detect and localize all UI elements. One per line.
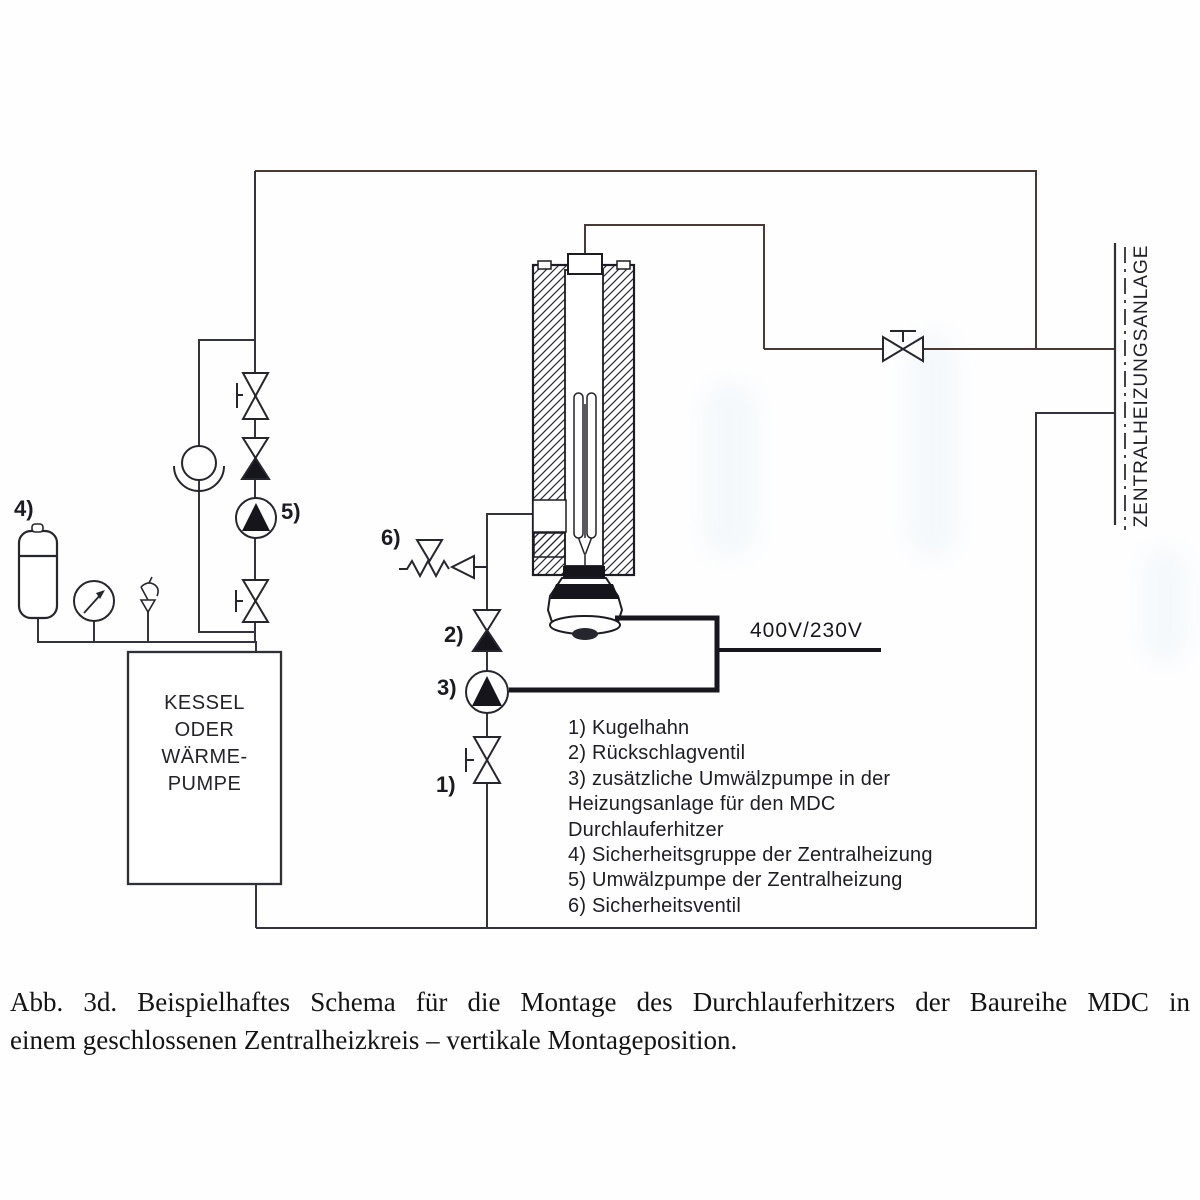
zentralheizungsanlage-label: ZENTRALHEIZUNGSANLAGE	[1131, 244, 1152, 528]
legend-line: 1) Kugelhahn	[568, 717, 690, 739]
heater-top-flange	[538, 261, 551, 269]
kessel-line: KESSEL	[164, 692, 245, 714]
label-5: 5)	[281, 499, 301, 524]
legend-line: 2) Rückschlagventil	[568, 742, 746, 765]
pump-5	[236, 498, 276, 538]
check-valve-2	[473, 610, 501, 651]
expansion-vessel	[19, 524, 57, 618]
label-6: 6)	[381, 525, 401, 550]
kessel-line: ODER	[174, 719, 235, 741]
voltage-label: 400V/230V	[750, 619, 863, 642]
shutoff-valve-bottom-left	[236, 580, 268, 622]
label-2: 2)	[444, 622, 464, 647]
kessel-line: PUMPE	[167, 773, 242, 795]
legend-line: 4) Sicherheitsgruppe der Zentralheizung	[568, 844, 933, 867]
ball-valve-1	[466, 737, 500, 783]
legend-line: Durchlauferhitzer	[568, 818, 724, 841]
heater-top-flange	[617, 261, 630, 269]
safety-valve-6	[399, 540, 487, 578]
legend-line: 5) Umwälzpumpe der Zentralheizung	[568, 869, 903, 892]
shutoff-valve-top-left	[237, 373, 268, 419]
caption-line-1: Abb. 3d. Beispielhaftes Schema für die Montage des Durchlauferhitzers der Baureihe MDC in	[10, 987, 1190, 1017]
legend-line: 3) zusätzliche Umwälzpumpe in der	[568, 767, 891, 790]
heater-inlet-port	[533, 500, 566, 557]
safety-valve-small	[141, 577, 158, 612]
heater-unit	[533, 254, 634, 640]
legend	[568, 716, 1008, 919]
label-1: 1)	[436, 772, 456, 797]
heater-bottom-band	[550, 584, 619, 599]
shutoff-valve-right	[883, 331, 923, 361]
label-3: 3)	[437, 675, 457, 700]
legend-line: Heizungsanlage für den MDC	[568, 793, 836, 816]
label-4: 4)	[14, 496, 34, 521]
pressure-gauge	[74, 581, 114, 621]
kessel-line: WÄRME-	[161, 746, 248, 768]
legend-line: 6) Sicherheitsventil	[568, 894, 741, 917]
system-boundary	[1115, 243, 1125, 530]
caption-line-2: einem geschlossenen Zentralheizkreis – vertikale Montageposition.	[10, 1025, 738, 1055]
check-valve-left	[242, 438, 269, 479]
pump-3	[466, 671, 508, 713]
heater-gasket	[563, 566, 605, 578]
supply-pipes	[255, 171, 1115, 349]
figure-caption	[10, 983, 1190, 1059]
heater-bottom-knob	[572, 628, 598, 640]
heater-top-stub	[568, 254, 602, 274]
kessel-label	[128, 690, 281, 798]
